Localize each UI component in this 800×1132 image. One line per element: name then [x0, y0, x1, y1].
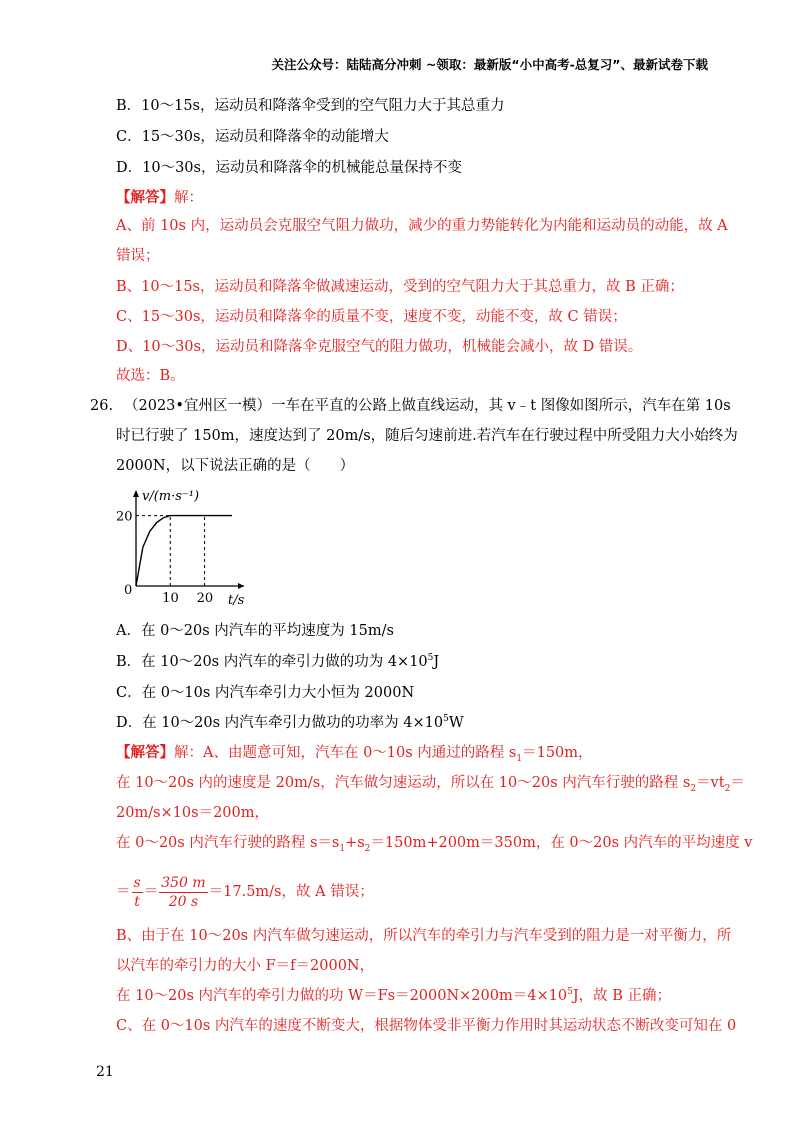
q26-option-d-unit: W [448, 715, 464, 731]
q26-number: 26. [90, 398, 114, 414]
q26-sol4-sub1: 1 [339, 843, 346, 854]
fraction-distance-over-time-numerator: 350 m [161, 874, 206, 891]
q26-solution-line1 [116, 743, 593, 763]
q26-sol2-sub: 2 [690, 783, 697, 794]
x-tick-label-20: 20 [196, 591, 214, 606]
q26-sol8-text: 在 10～20s 内汽车的牵引力做的功 W＝Fs＝2000N×200m＝4×10 [116, 988, 568, 1004]
q26-option-a: A．在 0～20s 内汽车的平均速度为 15m/s [116, 623, 394, 639]
q26-option-c: C．在 0～10s 内汽车牵引力大小恒为 2000N [116, 685, 415, 701]
q26-answer-tag: 【解答】 [116, 744, 174, 761]
q26-solution-line7: 以汽车的牵引力的大小 F＝f＝2000N， [116, 958, 375, 974]
vt-chart [114, 484, 264, 609]
y-axis-label: v/(m·s⁻¹) [142, 489, 200, 504]
x-axis-label: t/s [228, 593, 245, 608]
q26-option-b-unit: J [433, 654, 440, 670]
q25-solution-c: C、15～30s，运动员和降落伞的质量不变，速度不变，动能不变，故 C 错误； [116, 309, 627, 325]
q26-stem-line1: （2023•宜州区一模）一车在平直的公路上做直线运动，其 v﹣t 图像如图所示，汽车在第 10s [124, 398, 731, 414]
answer-intro: 解： [174, 190, 203, 206]
q26-sol5-end: ＝17.5m/s，故 A 错误； [208, 884, 374, 900]
fraction-distance-over-time-denominator: 20 s [168, 893, 199, 910]
q25-conclusion: 故选：B。 [116, 368, 185, 384]
q26-sol4-mid: +s [345, 835, 365, 851]
q26-sol8-end: J，故 B 正确； [572, 988, 671, 1004]
q26-option-b-exponent: 5 [427, 653, 434, 663]
q26-option-d [116, 713, 464, 733]
q26-sol5-eq: ＝ [116, 884, 131, 900]
q26-solution-line6: B、由于在 10～20s 内汽车做匀速运动，所以汽车的牵引力与汽车受到的阻力是一对平衡力，所 [116, 928, 732, 944]
q26-option-d-text: D．在 10～20s 内汽车牵引力做功的功率为 4×10 [116, 715, 444, 731]
q26-sol8-exponent: 5 [567, 987, 573, 997]
q25-solution-a-line1: A、前 10s 内，运动员会克服空气阻力做功，减少的重力势能转化为内能和运动员的动能，故 A [116, 218, 728, 234]
q26-solution-line9: C、在 0～10s 内汽车的速度不断变大，根据物体受非平衡力作用时其运动状态不断改变可知在 0 [116, 1018, 737, 1034]
q25-solution-a-line2: 错误； [116, 248, 160, 264]
y-axis-arrow [133, 490, 139, 497]
q26-solution-line3: 20m/s×10s＝200m， [116, 805, 269, 821]
q26-solution-line5 [116, 872, 374, 912]
fraction-distance-over-time [159, 874, 207, 911]
q25-solution-d: D、10～30s，运动员和降落伞克服空气的阻力做功，机械能会减小，故 D 错误。 [116, 339, 643, 355]
q26-sol4-end: ＝150m+200m＝350m，在 0～20s 内汽车的平均速度 v [370, 835, 753, 851]
x-axis-arrow [238, 583, 244, 589]
q26-sol2-sub2: 2 [724, 783, 731, 794]
q25-option-d: D．10～30s，运动员和降落伞的机械能总量保持不变 [116, 160, 462, 176]
fraction-s-over-t-denominator: t [134, 893, 140, 910]
q26-stem-line2: 时已行驶了 150m，速度达到了 20m/s，随后匀速前进.若汽车在行驶过程中所受阻力大小始终为 [116, 428, 738, 444]
page-header: 关注公众号：陆陆高分冲刺 ~领取：最新版“小中高考-总复习”、最新试卷下载 [271, 57, 708, 72]
page-number: 21 [96, 1064, 114, 1080]
q26-stem-line3: 2000N，以下说法正确的是（ ） [116, 458, 355, 474]
q26-solution-line2 [116, 773, 745, 793]
q26-sol2-end: ＝ [730, 775, 745, 791]
q25-answer-header [116, 188, 203, 208]
q26-option-b [116, 652, 439, 672]
q26-sol1-sub: 1 [516, 753, 523, 764]
answer-tag: 【解答】 [116, 189, 174, 206]
origin-label: 0 [124, 583, 133, 598]
q26-option-d-exponent: 5 [443, 714, 449, 724]
q26-sol2-mid: ＝vt [696, 775, 725, 791]
q26-sol2-text: 在 10～20s 内的速度是 20m/s，汽车做匀速运动，所以在 10～20s 内汽车行驶的路程 s [116, 775, 691, 791]
y-tick-label-20: 20 [116, 509, 133, 525]
q26-sol4-sub2: 2 [364, 843, 371, 854]
fraction-s-over-t-numerator: s [133, 874, 141, 891]
q26-sol1-end: ＝150m， [522, 745, 593, 761]
q26-solution-line8 [116, 986, 671, 1006]
q25-option-c: C．15～30s，运动员和降落伞的动能增大 [116, 129, 389, 145]
series-line-0 [136, 516, 232, 586]
q25-option-b: B．10～15s，运动员和降落伞受到的空气阻力大于其总重力 [116, 98, 505, 114]
q26-option-b-text: B．在 10～20s 内汽车的牵引力做的功为 4×10 [116, 654, 428, 670]
fraction-s-over-t [132, 874, 143, 911]
q26-sol4-text: 在 0～20s 内汽车行驶的路程 s＝s [116, 835, 340, 851]
q26-sol1-text: 解：A、由题意可知，汽车在 0～10s 内通过的路程 s [174, 745, 517, 761]
q26-solution-line4 [116, 833, 752, 853]
q26-sol5-eq2: ＝ [143, 884, 159, 900]
x-tick-label-10: 10 [162, 591, 179, 606]
q25-solution-b: B、10～15s，运动员和降落伞做减速运动，受到的空气阻力大于其总重力，故 B 正确； [116, 279, 684, 295]
